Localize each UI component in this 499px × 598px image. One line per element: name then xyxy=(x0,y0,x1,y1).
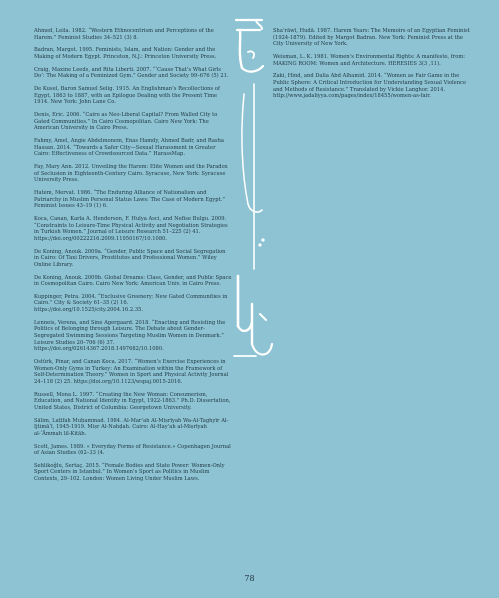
reference-entry: Sha’rāwī, Hudā. 1987. Harem Years: The Memoirs of an Egyptian Feminist (1924-1879). Edited by Margot Badran. New York: Feminist Press at the City University of New York. xyxy=(273,28,470,48)
reference-entry: Kuppinger, Petra. 2004. “Exclusive Greenery: New Gated Communities in Cairo.” City & Society 61–35 (2) 16. https://doi.org/10.1525/city.2004.16.2.35. xyxy=(34,293,228,314)
page-number: 78 xyxy=(244,574,255,583)
reference-entry: Fahmy, Amel, Angie Abdelmonem, Enas Hamdy, Ahmed Badr, and Rasha Hassan. 2014. “Towards a Safer City—Sexual Harassment in Greater Cairo: Effectiveness of Crowdsourced Data.” HarassMap. xyxy=(34,138,224,158)
references-left-column xyxy=(34,28,232,489)
reference-entry: Denis, Eric. 2006. “Cairo as Neo-Liberal Capital? From Walled City to Gated Communities.” In Cairo Cosmopolitan. Cairo New York: The American University in Cairo Press. xyxy=(34,112,218,132)
reference-entry: Craig, Maxine Leeds, and Rita Liberti. 2007. “‘Cause That’s What Girls Do’: The Making of a Feminized Gym.” Gender and Society 99–676 (5) 21. xyxy=(34,66,229,80)
reference-entry: Sehlikoğlu, Sertaç. 2015. “Female Bodies and State Power: Women-Only Sport Centers in Istanbul.” In Women’s Sport as Politics in Muslim Contexts, 29–102. London: Women Living Under Muslim Laws. xyxy=(34,462,225,483)
reference-entry: Scott, James. 1989. « Everyday Forms of Resistance.» Copenhagen Journal of Asian Studies (62–33 (4. xyxy=(34,443,231,457)
reference-entry: Sālim, Laṭīfah Muḥammad. 1984. Al-Mar’ah Al-Miṣrīyah Wa-Al-Taghyīr Al-Ijtimā‘ī, 1945-1919. Miṣr Al-Nahḍah. Cairo: Al-Hay’ah al-Miṣrīyah al-‘Āmmah lil-Kitāb. xyxy=(34,417,229,437)
reference-entry: Hatem, Mervat. 1986. “The Enduring Alliance of Nationalism and Patriarchy in Muslim Personal Status Laws: The Case of Modern Egypt.” Feminist Issues 43–19 (1) 6. xyxy=(34,190,226,210)
reference-entry: De Koning, Anouk. 2009a. “Gender, Public Space and Social Segregation in Cairo: Of Taxi Drivers, Prostitutes and Professional Women.” Wiley Online Library. xyxy=(34,248,226,268)
arabic-calligraphy-ornament-icon xyxy=(226,14,276,369)
reference-entry: Ahmed, Leila. 1982. “Western Ethnocentrism and Perceptions of the Harem.” Feminist Studies 34–521 (3) 8. xyxy=(34,28,214,41)
reference-entry: Weisman, L. K. 1981. Women’s Environmental Rights: A manifesto, from: MAKING ROOM: Women and Architecture. HERESIES 3(3 ,11). xyxy=(273,53,466,67)
reference-entry: Badran, Margot. 1995. Feminists, Islam, and Nation: Gender and the Making of Modern Egypt. Princeton, N.J.: Princeton University Press. xyxy=(34,47,217,60)
references-right-column xyxy=(273,28,471,106)
reference-entry: Fay, Mary Ann. 2012. Unveiling the Harem: Elite Women and the Paradox of Seclusion in Eighteenth-Century Cairo. Syracuse, New York: Syracuse University Press. xyxy=(34,164,228,184)
reference-entry: Lenneis, Verena, and Sine Agergaard. 2018. “Enacting and Resisting the Politics of Belonging through Leisure. The Debate about Gender-Segregated Swimming Sessions Targeting Muslim Women in Denmark.” Leisure Studies 20–706 (6) 37. https://doi.org/02614367.2018.1497682/10.1080. xyxy=(34,319,226,353)
reference-entry: Ostürk, Pinar, and Canan Koca. 2017. “Women’s Exercise Experiences in Women-Only Gyms in Turkey: An Examination within the Framework of Self-Determination Theory.” Women in Sport and Physical Activity Journal 24–118 (2) 25. https://doi.org/10.1123/wspaj.0015-2016. xyxy=(34,359,229,385)
reference-entry: De Kusel, Baron Samuel Selig. 1915. An Englishman’s Recollections of Egypt, 1863 to 1887, with an Epilogue Dealing with the Present Time 1914. New York: John Lane Co. xyxy=(34,86,220,106)
reference-entry: De Koning, Anouk. 2009b. Global Dreams: Class, Gender, and Public Space in Cosmopolitan Cairo. Cairo New York: American Univ. in Cairo Press. xyxy=(34,274,232,288)
reference-entry: Zaki, Hind, and Dalia Abd Alhamid. 2014. “Women as Fair Game in the Public Sphere: A Critical Introduction for Understanding Sexual Violence and Methods of Resistance.” Translated by Vickie Langhor. 2014. http://www.jadaliyya.com/pages/index/18455/women-as-fair. xyxy=(273,73,467,100)
reference-entry: Russell, Mona L. 1997. “Creating the New Woman: Consumerism, Education, and National Identity in Egypt, 1922-1863.” Ph.D. Dissertation, United States, District of Columbia: Georgetown University. xyxy=(34,391,231,411)
reference-entry: Koca, Canan, Karla A. Henderson, F. Hulya Asci, and Nefise Bulgu. 2009. “Constraints to Leisure-Time Physical Activity and Negotiation Strategies in Turkish Women.” Journal of Leisure Research 51–225 (2) 41. https://doi.org/00222216.2009.11950167/10.1080. xyxy=(34,215,228,242)
